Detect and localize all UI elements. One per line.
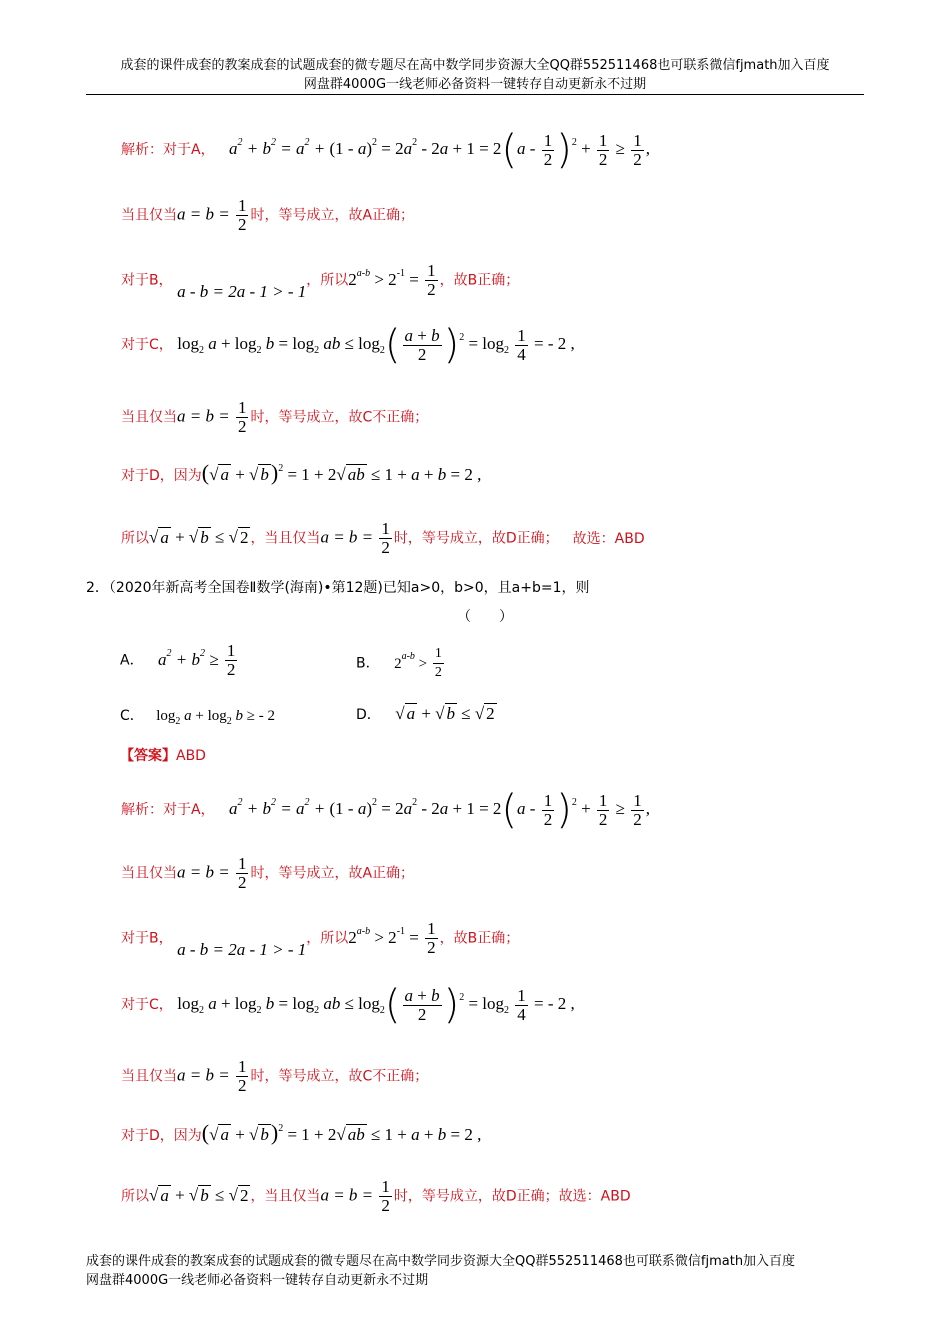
answer-line	[120, 745, 206, 765]
option-d-label: D．	[356, 707, 381, 723]
solution2-d-conclusion: 所以√ a + √ b ≤ √ 2 ，当且仅当a = b = $\frac{1}{2}$ 时，等号成立，故D正确；故选：ABD	[121, 1177, 631, 1215]
solution-a-line: 解析：对于A， $a^2 + b^2 = a^2 + (1 - a)^2 = 2a^2 - 2a + 1 = 2(a$ - $\frac{1}{2}$ )$^2$ + $\frac{1}{2}$ ≥ $\frac{1}{2}$ ,	[121, 127, 651, 173]
header-line-2: 网盘群4000G一线老师必备资料一键转存自动更新永不过期	[303, 77, 647, 92]
solution-b-line: 对于B， a - b = 2a - 1 > - 1，所以$2^{a-b} > 2^{-1}$ = $\frac{1}{2}$ ，故B正确；	[121, 261, 520, 301]
option-a: A． $a^2 + b^2$ ≥ $\frac{1}{2}$	[120, 641, 236, 679]
question-paren: （ ）	[457, 609, 513, 625]
option-d: D． √ a + √ b ≤ √ 2	[356, 704, 495, 723]
solution-c-equality: 当且仅当a = b = $\frac{1}{2}$ 时，等号成立，故C不正确；	[121, 398, 429, 436]
solution-d-conclusion: 所以√ a + √ b ≤ √ 2 ，当且仅当a = b = $\frac{1}{2}$ 时，等号成立，故D正确； 故选：ABD	[121, 519, 645, 557]
page-footer	[86, 1252, 864, 1290]
solution2-c-line: 对于C， $\log_2 a + \log_2 b = \log_2$ ab ≤ $\log_2$( $\frac{a + b}{2}$ )$^2 = \log_2$ $\frac{1}{4}$ = - 2 ,	[121, 982, 575, 1028]
solution2-a-equality: 当且仅当a = b = $\frac{1}{2}$ 时，等号成立，故A正确；	[121, 854, 415, 892]
option-c-label: C．	[120, 708, 144, 724]
header-line-1: 成套的课件成套的教案成套的试题成套的微专题尽在高中数学同步资源大全QQ群552511468也可联系微信fjmath加入百度	[120, 58, 830, 73]
page-header	[86, 56, 864, 94]
question-2	[86, 577, 589, 597]
solution2-a-line: 解析：对于A， $a^2 + b^2 = a^2 + (1 - a)^2 = 2a^2 - 2a + 1 = 2(a$ - $\frac{1}{2}$ )$^2$ + $\frac{1}{2}$ ≥ $\frac{1}{2}$ ,	[121, 787, 651, 833]
solution2-c-equality: 当且仅当a = b = $\frac{1}{2}$ 时，等号成立，故C不正确；	[121, 1057, 429, 1095]
header-divider	[86, 94, 864, 95]
option-b-label: B．	[356, 655, 380, 672]
option-b: B． $2^{a-b}$ > $\frac{1}{2}$	[356, 646, 442, 680]
solution-d-line: 对于D，因为(√ a + √ b)$^2$ = 1 + 2√ ab ≤ 1 + a + b = 2 ,	[121, 460, 482, 485]
question-number: 2．	[86, 580, 109, 596]
solution-c-line: 对于C， $\log_2 a + \log_2 b = \log_2$ ab ≤ $\log_2$( $\frac{a + b}{2}$ )$^2 = \log_2$ $\frac{1}{4}$ = - 2 ,	[121, 322, 575, 368]
option-c: C． $\log_2 a + \log_2 b$ ≥ - 2	[120, 708, 276, 727]
footer-line-2: 网盘群4000G一线老师必备资料一键转存自动更新永不过期	[86, 1273, 429, 1288]
solution-a-equality: 当且仅当a = b = $\frac{1}{2}$ 时，等号成立，故A正确；	[121, 196, 415, 234]
solution2-b-line: 对于B， a - b = 2a - 1 > - 1，所以$2^{a-b} > 2^{-1}$ = $\frac{1}{2}$ ，故B正确；	[121, 919, 520, 959]
answer-value: ABD	[176, 748, 206, 764]
option-a-label: A．	[120, 652, 144, 669]
footer-line-1: 成套的课件成套的教案成套的试题成套的微专题尽在高中数学同步资源大全QQ群552511468也可联系微信fjmath加入百度	[86, 1254, 796, 1269]
solution2-d-line: 对于D，因为(√ a + √ b)$^2$ = 1 + 2√ ab ≤ 1 + a + b = 2 ,	[121, 1120, 482, 1145]
answer-label: 【答案】	[120, 748, 176, 764]
solution-a-label: 解析：对于A，	[121, 142, 215, 158]
question-text: （2020年新高考全国卷Ⅱ数学(海南)•第12题)已知a>0，b>0，且a+b=1，则	[108, 580, 590, 596]
